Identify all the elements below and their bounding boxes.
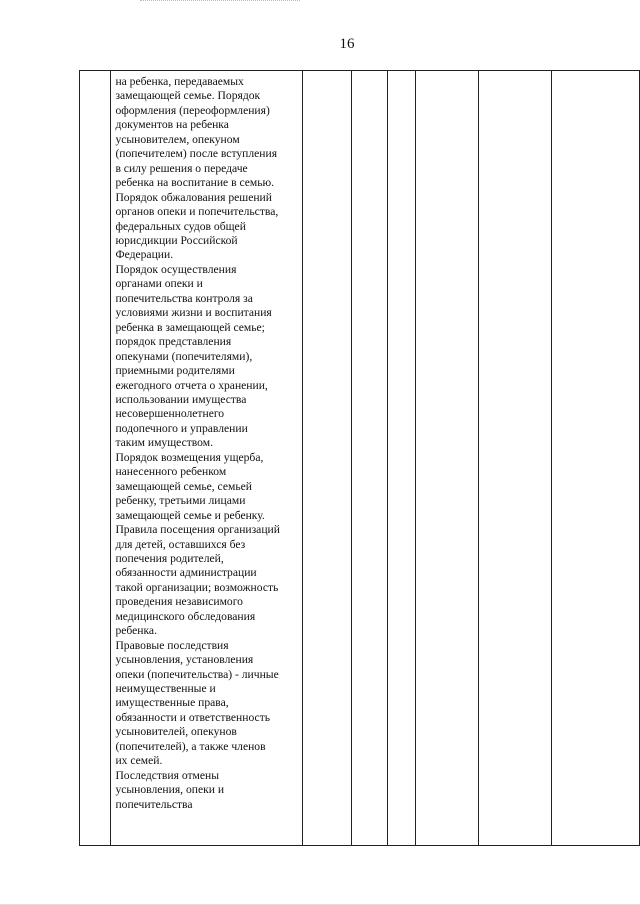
table-cell-empty xyxy=(303,71,352,846)
table-row xyxy=(80,71,640,846)
table-cell-empty xyxy=(415,71,478,846)
page-number: 16 xyxy=(339,36,355,52)
table-cell-content: на ребенка, передаваемых замещающей семье. Порядок оформления (переоформления) документов на ребенка усыновителем, опекуном (попечителем) после вступления в силу решения о передаче ребенка на воспитание в семью. Порядок обжалования решений органов опеки и попечительства, федеральных судов общей юрисдикции Российской Федерации. Порядок осуществления органами опеки и попечительства контроля за условиями жизни и воспитания ребенка в замещающей семье; порядок представления опекунами (попечителями), приемными родителями ежегодного отчета о хранении, использовании имущества несовершеннолетнего подопечного и управлении таким имуществом. Порядок возмещения ущерба, нанесенного ребенком замещающей семье, семьей ребенку, третьими лицами замещающей семье и ребенку. Правила посещения организаций для детей, оставшихся без попечения родителей, обязанности администрации такой организации; возможность проведения независимого медицинского обследования ребенка. Правовые последствия усыновления, установления опеки (попечительства) - личные неимущественные и имущественные права, обязанности и ответственность усыновителей, опекунов (попечителей), а также членов их семей. Последствия отмены усыновления, опеки и попечительства xyxy=(111,71,303,846)
table-cell-empty xyxy=(388,71,416,846)
document-table xyxy=(79,70,640,846)
table-cell-empty xyxy=(551,71,639,846)
table-cell-number xyxy=(80,71,111,846)
table-cell-empty xyxy=(352,71,388,846)
scan-top-edge xyxy=(140,0,300,3)
table-cell-empty xyxy=(478,71,551,846)
